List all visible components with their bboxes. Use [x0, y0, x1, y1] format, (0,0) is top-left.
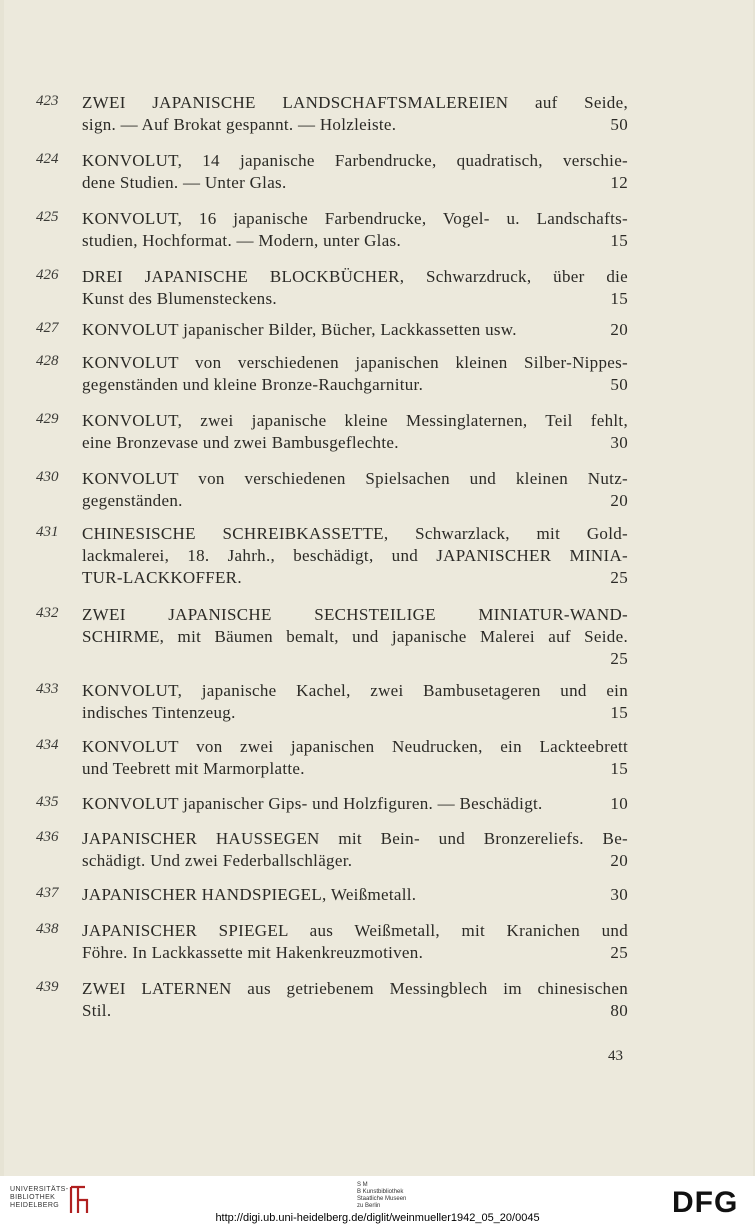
lot-number: 438 [36, 921, 59, 937]
lot-number: 431 [36, 524, 59, 540]
description-line: dene Studien. — Unter Glas. [82, 173, 287, 192]
lot-number: 429 [36, 411, 59, 427]
description-last-line [82, 1000, 628, 1022]
lot-number: 427 [36, 320, 59, 336]
dfg-logo: DFG [672, 1186, 739, 1219]
description-last-line [82, 850, 628, 872]
source-url-link[interactable]: http://digi.ub.uni-heidelberg.de/diglit/weinmueller1942_05_20/0045 [215, 1212, 540, 1224]
description-line: TUR-LACKKOFFER. [82, 568, 242, 587]
lot-number: 433 [36, 681, 59, 697]
description-line: Kunst des Blumensteckens. [82, 289, 277, 308]
description-line: KONVOLUT von zwei japanischen Neudrucken, ein Lackteebrett [82, 737, 628, 756]
lot-price: 20 [610, 320, 628, 339]
lot-price: 10 [610, 794, 628, 813]
description-line: KONVOLUT, zwei japanische kleine Messinglaternen, Teil fehlt, [82, 411, 628, 430]
lot-description [82, 884, 628, 906]
description-line: Stil. [82, 1001, 112, 1020]
lot-number: 437 [36, 885, 59, 901]
description-line: KONVOLUT, 16 japanische Farbendrucke, Vogel- u. Landschafts- [82, 209, 628, 228]
lot-price: 20 [610, 851, 628, 870]
lot-number: 424 [36, 151, 59, 167]
description-last-line [82, 114, 628, 136]
lot-price: 12 [610, 173, 628, 192]
description-line: SCHIRME, mit Bäumen bemalt, und japanische Malerei auf Seide. [82, 627, 628, 646]
library-line: UNIVERSITÄTS- [10, 1186, 69, 1193]
lot-description [82, 604, 628, 670]
description-line: JAPANISCHER HAUSSEGEN mit Bein- und Bronzereliefs. Be- [82, 829, 628, 848]
page-number: 43 [608, 1048, 623, 1064]
description-last-line [82, 942, 628, 964]
description-last-line [82, 884, 628, 906]
description-last-line [82, 793, 628, 815]
description-line: Föhre. In Lackkassette mit Hakenkreuzmotiven. [82, 943, 424, 962]
description-line: JAPANISCHER HANDSPIEGEL, Weißmetall. [82, 885, 417, 904]
description-last-line [82, 172, 628, 194]
lot-price: 25 [610, 943, 628, 962]
description-line: gegenständen und kleine Bronze-Rauchgarnitur. [82, 375, 424, 394]
lot-number: 426 [36, 267, 59, 283]
lot-description [82, 736, 628, 780]
description-line: KONVOLUT japanischer Gips- und Holzfiguren. — Beschädigt. [82, 794, 543, 813]
lot-number: 432 [36, 605, 59, 621]
lot-description [82, 92, 628, 136]
lot-price: 25 [610, 568, 628, 587]
description-line: JAPANISCHER SPIEGEL aus Weißmetall, mit Kranichen und [82, 921, 628, 940]
lot-description [82, 920, 628, 964]
description-line: lackmalerei, 18. Jahrh., beschädigt, und JAPANISCHER MINIA- [82, 546, 628, 565]
description-line: gegenständen. [82, 491, 183, 510]
lot-description [82, 352, 628, 396]
museum-stamp [357, 1182, 406, 1210]
lot-number: 425 [36, 209, 59, 225]
description-line: und Teebrett mit Marmorplatte. [82, 759, 305, 778]
lot-price: 30 [610, 885, 628, 904]
lot-number: 428 [36, 353, 59, 369]
lot-description [82, 150, 628, 194]
lot-price: 80 [610, 1001, 628, 1020]
lot-description [82, 410, 628, 454]
lot-number: 430 [36, 469, 59, 485]
stamp-line: Staatliche Museen [357, 1196, 407, 1202]
stamp-line: B Kunstbibliothek [357, 1189, 404, 1195]
description-line: indisches Tintenzeug. [82, 703, 236, 722]
lot-price: 15 [610, 289, 628, 308]
description-last-line [82, 288, 628, 310]
description-line: studien, Hochformat. — Modern, unter Glas. [82, 231, 402, 250]
catalog-page [4, 0, 753, 1176]
description-last-line [82, 230, 628, 252]
description-line: KONVOLUT, 14 japanische Farbendrucke, quadratisch, verschie- [82, 151, 628, 170]
lot-description [82, 793, 628, 815]
lot-price: 30 [610, 433, 628, 452]
description-last-line [82, 432, 628, 454]
stamp-line: zu Berlin [357, 1203, 381, 1209]
lot-price: 25 [610, 649, 628, 668]
lot-description [82, 266, 628, 310]
library-line: BIBLIOTHEK [10, 1194, 56, 1201]
library-logo-icon [68, 1185, 90, 1215]
lot-price: 15 [610, 759, 628, 778]
description-line: CHINESISCHE SCHREIBKASSETTE, Schwarzlack, mit Gold- [82, 524, 628, 543]
description-line: ZWEI LATERNEN aus getriebenem Messingblech im chinesischen [82, 979, 628, 998]
lot-description [82, 208, 628, 252]
lot-price: 50 [610, 375, 628, 394]
lot-price: 15 [610, 231, 628, 250]
description-last-line [82, 648, 628, 670]
description-line: eine Bronzevase und zwei Bambusgeflechte. [82, 433, 399, 452]
lot-description [82, 523, 628, 589]
lot-description [82, 468, 628, 512]
description-line: DREI JAPANISCHE BLOCKBÜCHER, Schwarzdruck, über die [82, 267, 628, 286]
library-name [10, 1186, 68, 1210]
lot-number: 423 [36, 93, 59, 109]
description-line: KONVOLUT japanischer Bilder, Bücher, Lackkassetten usw. [82, 320, 517, 339]
stamp-line: S M [357, 1182, 368, 1188]
description-last-line [82, 567, 628, 589]
lot-description [82, 319, 628, 341]
description-line: schädigt. Und zwei Federballschläger. [82, 851, 353, 870]
lot-price: 15 [610, 703, 628, 722]
lot-number: 435 [36, 794, 59, 810]
footer-bar [0, 1176, 755, 1230]
lot-number: 436 [36, 829, 59, 845]
lot-price: 20 [610, 491, 628, 510]
description-last-line [82, 702, 628, 724]
lot-price: 50 [610, 115, 628, 134]
lot-description [82, 680, 628, 724]
description-line: ZWEI JAPANISCHE SECHSTEILIGE MINIATUR-WAND- [82, 605, 628, 624]
lot-number: 439 [36, 979, 59, 995]
description-last-line [82, 319, 628, 341]
description-line: KONVOLUT von verschiedenen Spielsachen und kleinen Nutz- [82, 469, 628, 488]
description-line: KONVOLUT, japanische Kachel, zwei Bambusetageren und ein [82, 681, 628, 700]
description-line: ZWEI JAPANISCHE LANDSCHAFTSMALEREIEN auf Seide, [82, 93, 628, 112]
description-last-line [82, 758, 628, 780]
description-last-line [82, 490, 628, 512]
library-line: HEIDELBERG [10, 1202, 60, 1209]
description-last-line [82, 374, 628, 396]
lot-number: 434 [36, 737, 59, 753]
lot-description [82, 978, 628, 1022]
description-line: sign. — Auf Brokat gespannt. — Holzleiste. [82, 115, 397, 134]
lot-description [82, 828, 628, 872]
description-line: KONVOLUT von verschiedenen japanischen kleinen Silber-Nippes- [82, 353, 628, 372]
